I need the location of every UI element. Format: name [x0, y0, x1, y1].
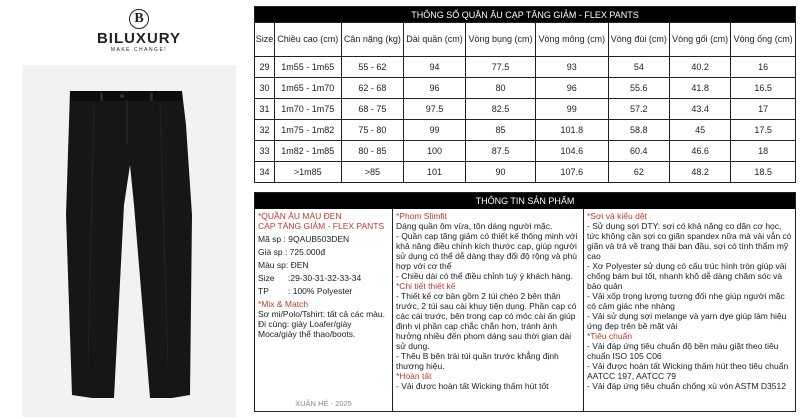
size-cell: 96: [404, 78, 466, 99]
table-row: [255, 162, 796, 183]
mix-shoes: Đi cùng: giày Loafer/giày Moca/giày thể thao/boots.: [258, 319, 356, 339]
size-cell: 82.5: [466, 99, 536, 120]
size-cell: 80: [466, 78, 536, 99]
size-cell: 1m65 - 1m70: [274, 78, 341, 99]
fabric-title: *Sợi và kiểu dệt: [587, 211, 647, 221]
product-price: Giá sp : 725.000đ: [258, 247, 326, 257]
product-name-2: CẠP TĂNG GIẢM - FLEX PANTS: [258, 221, 385, 231]
size-table-title: THÔNG SỐ QUẦN ÂU CẠP TĂNG GIẢM - FLEX PANTS: [255, 7, 796, 23]
material-label: TP: [258, 286, 269, 296]
size-cell: 94: [404, 57, 466, 78]
brand-initial: B: [134, 11, 144, 26]
size-cell: >85: [341, 162, 403, 183]
standard-title: *Tiêu chuẩn: [587, 331, 633, 341]
size-header-cell: Size: [255, 23, 275, 57]
size-cell: >1m85: [274, 162, 341, 183]
size-table-body: [255, 57, 796, 183]
fabric-text-2: - Xơ Polyester sử dụng có cấu trúc hình tròn giúp vải chống bám bụi tốt, nhanh khô dễ dàng chăm sóc và bảo quản: [587, 261, 787, 291]
size-cell: 107.6: [535, 162, 608, 183]
standard-text-3: - Vải đáp ứng tiêu chuẩn chống xù vón ASTM D3512: [587, 381, 786, 391]
size-cell: 32: [255, 120, 275, 141]
size-cell: 1m55 - 1m65: [274, 57, 341, 78]
product-sizes: [258, 273, 389, 283]
finish-title: *Hoàn tất: [396, 371, 432, 381]
size-header-cell: Chiều cao (cm): [274, 23, 341, 57]
size-cell: 33: [255, 141, 275, 162]
size-table-header: [255, 23, 796, 57]
table-row: [255, 57, 796, 78]
size-cell: 16: [731, 57, 796, 78]
size-header-cell: Vòng ống (cm): [731, 23, 796, 57]
product-info: [254, 192, 796, 412]
size-cell: 99: [404, 120, 466, 141]
info-column-design: [393, 209, 584, 411]
size-chart: [254, 6, 796, 183]
size-header-cell: Vòng gối (cm): [670, 23, 731, 57]
sizes-value: :29-30-31-32-33-34: [288, 273, 362, 283]
product-photo: [22, 65, 236, 417]
size-cell: 80 - 85: [341, 141, 403, 162]
size-cell: 96: [535, 78, 608, 99]
size-cell: 85: [466, 120, 536, 141]
fabric-text-4: - Vải sử dụng sợi melange và yarn dye giúp làm hiệu ứng đẹp trên bề mặt vải: [587, 311, 787, 331]
size-cell: 97.5: [404, 99, 466, 120]
table-row: [255, 141, 796, 162]
size-cell: 104.6: [535, 141, 608, 162]
size-cell: 18.5: [731, 162, 796, 183]
table-row: [255, 120, 796, 141]
standard-text-1: - Vải đáp ứng tiêu chuẩn độ bền màu giặt theo tiêu chuẩn ISO 105 C06: [587, 341, 779, 361]
product-panel: [0, 0, 250, 419]
size-cell: 87.5: [466, 141, 536, 162]
size-cell: 34: [255, 162, 275, 183]
size-cell: 45: [670, 120, 731, 141]
sizes-label: Size: [258, 273, 275, 283]
size-cell: 58.8: [608, 120, 669, 141]
season-label: XUÂN HÈ - 2025: [295, 399, 352, 408]
size-cell: 18: [731, 141, 796, 162]
info-title: THÔNG TIN SẢN PHẨM: [255, 193, 795, 209]
size-cell: 1m82 - 1m85: [274, 141, 341, 162]
size-cell: 62 - 68: [341, 78, 403, 99]
size-cell: 17: [731, 99, 796, 120]
size-cell: 101.8: [535, 120, 608, 141]
size-cell: 55.6: [608, 78, 669, 99]
size-cell: 43.4: [670, 99, 731, 120]
info-column-basic: [255, 209, 393, 411]
product-code: Mã sp : 9QAUB503DEN: [258, 234, 350, 244]
size-header-cell: Dài quần (cm): [404, 23, 466, 57]
brand-mark-icon: [129, 9, 149, 29]
fabric-text-1: - Sử dụng sợi DTY: sợi có khả năng co dãn cơ học, tức không cần sợi co giãn spandex nữa mà vải vẫn có giãn và trả về trạng thái ban đầu, sợi có tính thẩm mỹ cao: [587, 221, 792, 261]
size-cell: 55 - 62: [341, 57, 403, 78]
info-column-fabric: [584, 209, 795, 411]
mix-shirts: Sơ mi/Polo/Tshirt: tất cả các màu.: [258, 309, 385, 319]
finish-text: - Vải được hoàn tất Wicking thấm hút tốt: [396, 381, 549, 391]
form-text-3: - Chiều dài có thể điều chỉnh tuỳ ý khách hàng.: [396, 271, 573, 281]
size-cell: 101: [404, 162, 466, 183]
brand-tagline: MAKE CHANGE!: [110, 47, 168, 53]
fabric-text-3: - Vải xốp trọng lượng tương đối nhẹ giúp người mặc có cảm giác nhẹ nhàng: [587, 291, 785, 311]
detail-text-1: - Thiết kế cơ bản gồm 2 túi chéo 2 bên thân trước, 2 túi sau cài khuy tiện dụng. Phần cạp có các cài trước, bên trong cạp có móc cài ấn giúp định vị phần cạp chắc chắn hơn, tránh ảnh hưởng nhiều đến phom dáng sau thời gian dài sử dụng.: [396, 291, 577, 351]
size-header-cell: Vòng đùi (cm): [608, 23, 669, 57]
detail-text-2: - Thêu B bên trái túi quần trước khẳng định thương hiệu.: [396, 351, 559, 371]
size-table: [254, 6, 796, 183]
black-pants-icon: [22, 65, 236, 417]
size-cell: 17.5: [731, 120, 796, 141]
size-header-cell: Cân nặng (kg): [341, 23, 403, 57]
size-cell: 41.8: [670, 78, 731, 99]
size-cell: 48.2: [670, 162, 731, 183]
size-cell: 68 - 75: [341, 99, 403, 120]
product-color: Màu sp: ĐEN: [258, 260, 309, 270]
size-header-cell: Vòng mông (cm): [535, 23, 608, 57]
table-row: [255, 99, 796, 120]
size-cell: 16.5: [731, 78, 796, 99]
size-cell: 1m70 - 1m75: [274, 99, 341, 120]
table-row: [255, 78, 796, 99]
size-header-cell: Vòng bụng (cm): [466, 23, 536, 57]
size-cell: 75 - 80: [341, 120, 403, 141]
product-material: [258, 286, 389, 296]
size-cell: 90: [466, 162, 536, 183]
size-cell: 40.2: [670, 57, 731, 78]
size-cell: 93: [535, 57, 608, 78]
size-cell: 46.6: [670, 141, 731, 162]
detail-title: *Chi tiết thiết kế: [396, 281, 456, 291]
size-cell: 62: [608, 162, 669, 183]
size-cell: 54: [608, 57, 669, 78]
size-cell: 77.5: [466, 57, 536, 78]
material-value: : 100% Polyester: [288, 286, 353, 296]
standard-text-2: - Vải được hoàn tất Wicking thấm hút theo tiêu chuẩn AATCC 197, AATCC 79: [587, 361, 789, 381]
form-title: *Phom Slimfit: [396, 211, 448, 221]
size-cell: 1m75 - 1m82: [274, 120, 341, 141]
brand-logo: [84, 9, 194, 59]
size-cell: 30: [255, 78, 275, 99]
size-cell: 31: [255, 99, 275, 120]
size-cell: 99: [535, 99, 608, 120]
size-cell: 60.4: [608, 141, 669, 162]
form-text-1: Dáng quần ôm vừa, tôn dáng người mặc.: [396, 221, 553, 231]
size-cell: 100: [404, 141, 466, 162]
product-name-1: *QUẦN ÂU MÀU ĐEN: [258, 211, 342, 221]
size-cell: 29: [255, 57, 275, 78]
mix-title: *Mix & Match: [258, 299, 309, 309]
brand-name: BILUXURY: [96, 30, 182, 47]
size-cell: 57.2: [608, 99, 669, 120]
form-text-2: - Quần cạp tăng giảm có thiết kế thông minh với khả năng điều chỉnh kích thước cạp, giúp người sử dụng có thể dễ dàng thay đổi độ rộng và phù hợp với cơ thể: [396, 231, 578, 271]
